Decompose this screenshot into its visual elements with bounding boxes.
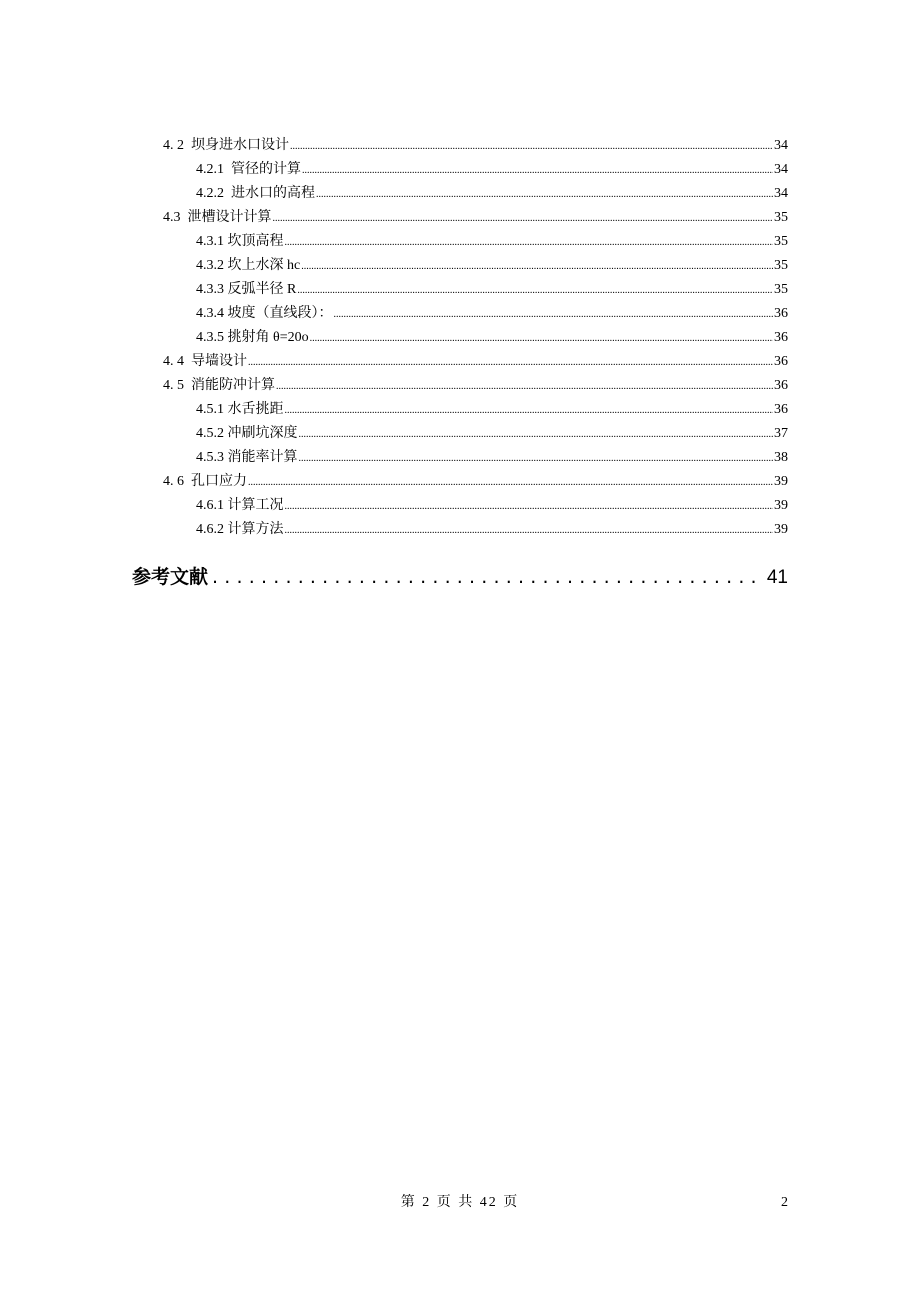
toc-entry[interactable]: [163, 134, 788, 158]
toc-entry-page-number: 36: [774, 354, 788, 369]
toc-entry[interactable]: [163, 422, 788, 446]
toc-entry-page-number: 34: [774, 162, 788, 177]
toc-entry[interactable]: [163, 158, 788, 182]
toc-entry-page-number: 35: [774, 234, 788, 249]
toc-leader-dots: [290, 135, 773, 159]
toc-entry-page-number: 36: [774, 402, 788, 417]
toc-entry-page-number: 35: [774, 210, 788, 225]
toc-entry[interactable]: [163, 206, 788, 230]
toc-entry-page-number: 35: [774, 258, 788, 273]
toc-leader-dots: [316, 183, 773, 207]
toc-entry-page-number: 36: [774, 378, 788, 393]
toc-entry-page-number: 37: [774, 426, 788, 441]
toc-entry-title: 4.6.2 计算方法: [196, 522, 284, 537]
toc-entry-title: 4. 4 导墙设计: [163, 354, 247, 369]
toc-entry[interactable]: [163, 182, 788, 206]
toc-leader-dots: [299, 423, 774, 447]
toc-leader-dots: [285, 495, 774, 519]
footer-page-number: 2: [781, 1195, 788, 1210]
toc-entry[interactable]: [163, 374, 788, 398]
references-title: 参考文献: [132, 566, 209, 588]
toc-entry-title: 4. 2 坝身进水口设计: [163, 138, 289, 153]
toc-entry-title: 4.2.2 进水口的高程: [196, 186, 315, 201]
toc-entry-page-number: 39: [774, 522, 788, 537]
toc-leader-dots: [285, 399, 774, 423]
toc-entry[interactable]: [163, 470, 788, 494]
toc-entry[interactable]: [163, 254, 788, 278]
toc-entry-title: 4.5.2 冲刷坑深度: [196, 426, 298, 441]
toc-entry[interactable]: [163, 446, 788, 470]
toc-leader-dots: [285, 231, 774, 255]
toc-leader-dots: [248, 471, 773, 495]
toc-entry-title: 4. 5 消能防冲计算: [163, 378, 275, 393]
toc-entry-page-number: 39: [774, 474, 788, 489]
toc-entry[interactable]: [163, 302, 788, 326]
toc-entry-title: 4.3.3 反弧半径 R: [196, 282, 297, 297]
toc-leader-dots: [273, 207, 774, 231]
toc-entry-page-number: 34: [774, 138, 788, 153]
toc-leader-dots: [276, 375, 773, 399]
toc-leader-dots: [212, 562, 763, 592]
toc-leader-dots: [302, 159, 773, 183]
toc-leader-dots: [299, 447, 774, 471]
toc-entry-page-number: 36: [774, 306, 788, 321]
toc-entry[interactable]: [163, 494, 788, 518]
toc-entry-title: 4.3.1 坎顶高程: [196, 234, 284, 249]
toc-entry-page-number: 38: [774, 450, 788, 465]
toc-leader-dots: [310, 327, 773, 351]
toc-entry-title: 4.3 泄槽设计计算: [163, 210, 272, 225]
toc-entry-title: 4.5.3 消能率计算: [196, 450, 298, 465]
toc-entry[interactable]: [163, 350, 788, 374]
footer-page-info: 第 2 页 共 42 页: [400, 1195, 520, 1210]
toc-entry-page-number: 39: [774, 498, 788, 513]
toc-entry-title: 4.6.1 计算工况: [196, 498, 284, 513]
toc-entry-page-number: 34: [774, 186, 788, 201]
toc-entry-page-number: 36: [774, 330, 788, 345]
toc-leader-dots: [334, 303, 774, 327]
toc-entry[interactable]: [163, 326, 788, 350]
toc-entry-title: 4.2.1 管径的计算: [196, 162, 301, 177]
table-of-contents: [163, 134, 788, 542]
toc-entry-title: 4.3.2 坎上水深 hc: [196, 258, 301, 273]
references-page-number: 41: [766, 567, 788, 588]
toc-entry[interactable]: [163, 398, 788, 422]
toc-entry[interactable]: [163, 518, 788, 542]
toc-entry[interactable]: [163, 230, 788, 254]
toc-leader-dots: [297, 279, 773, 303]
toc-entry-title: 4. 6 孔口应力: [163, 474, 247, 489]
toc-entry-title: 4.3.5 挑射角 θ=20o: [196, 330, 309, 345]
toc-entry-title: 4.3.4 坡度（直线段）：: [196, 306, 333, 321]
toc-leader-dots: [248, 351, 773, 375]
toc-entry-title: 4.5.1 水舌挑距: [196, 402, 284, 417]
toc-leader-dots: [285, 519, 774, 543]
toc-entry-page-number: 35: [774, 282, 788, 297]
toc-leader-dots: [301, 255, 773, 279]
toc-entry-references[interactable]: [132, 562, 788, 593]
toc-entry[interactable]: [163, 278, 788, 302]
